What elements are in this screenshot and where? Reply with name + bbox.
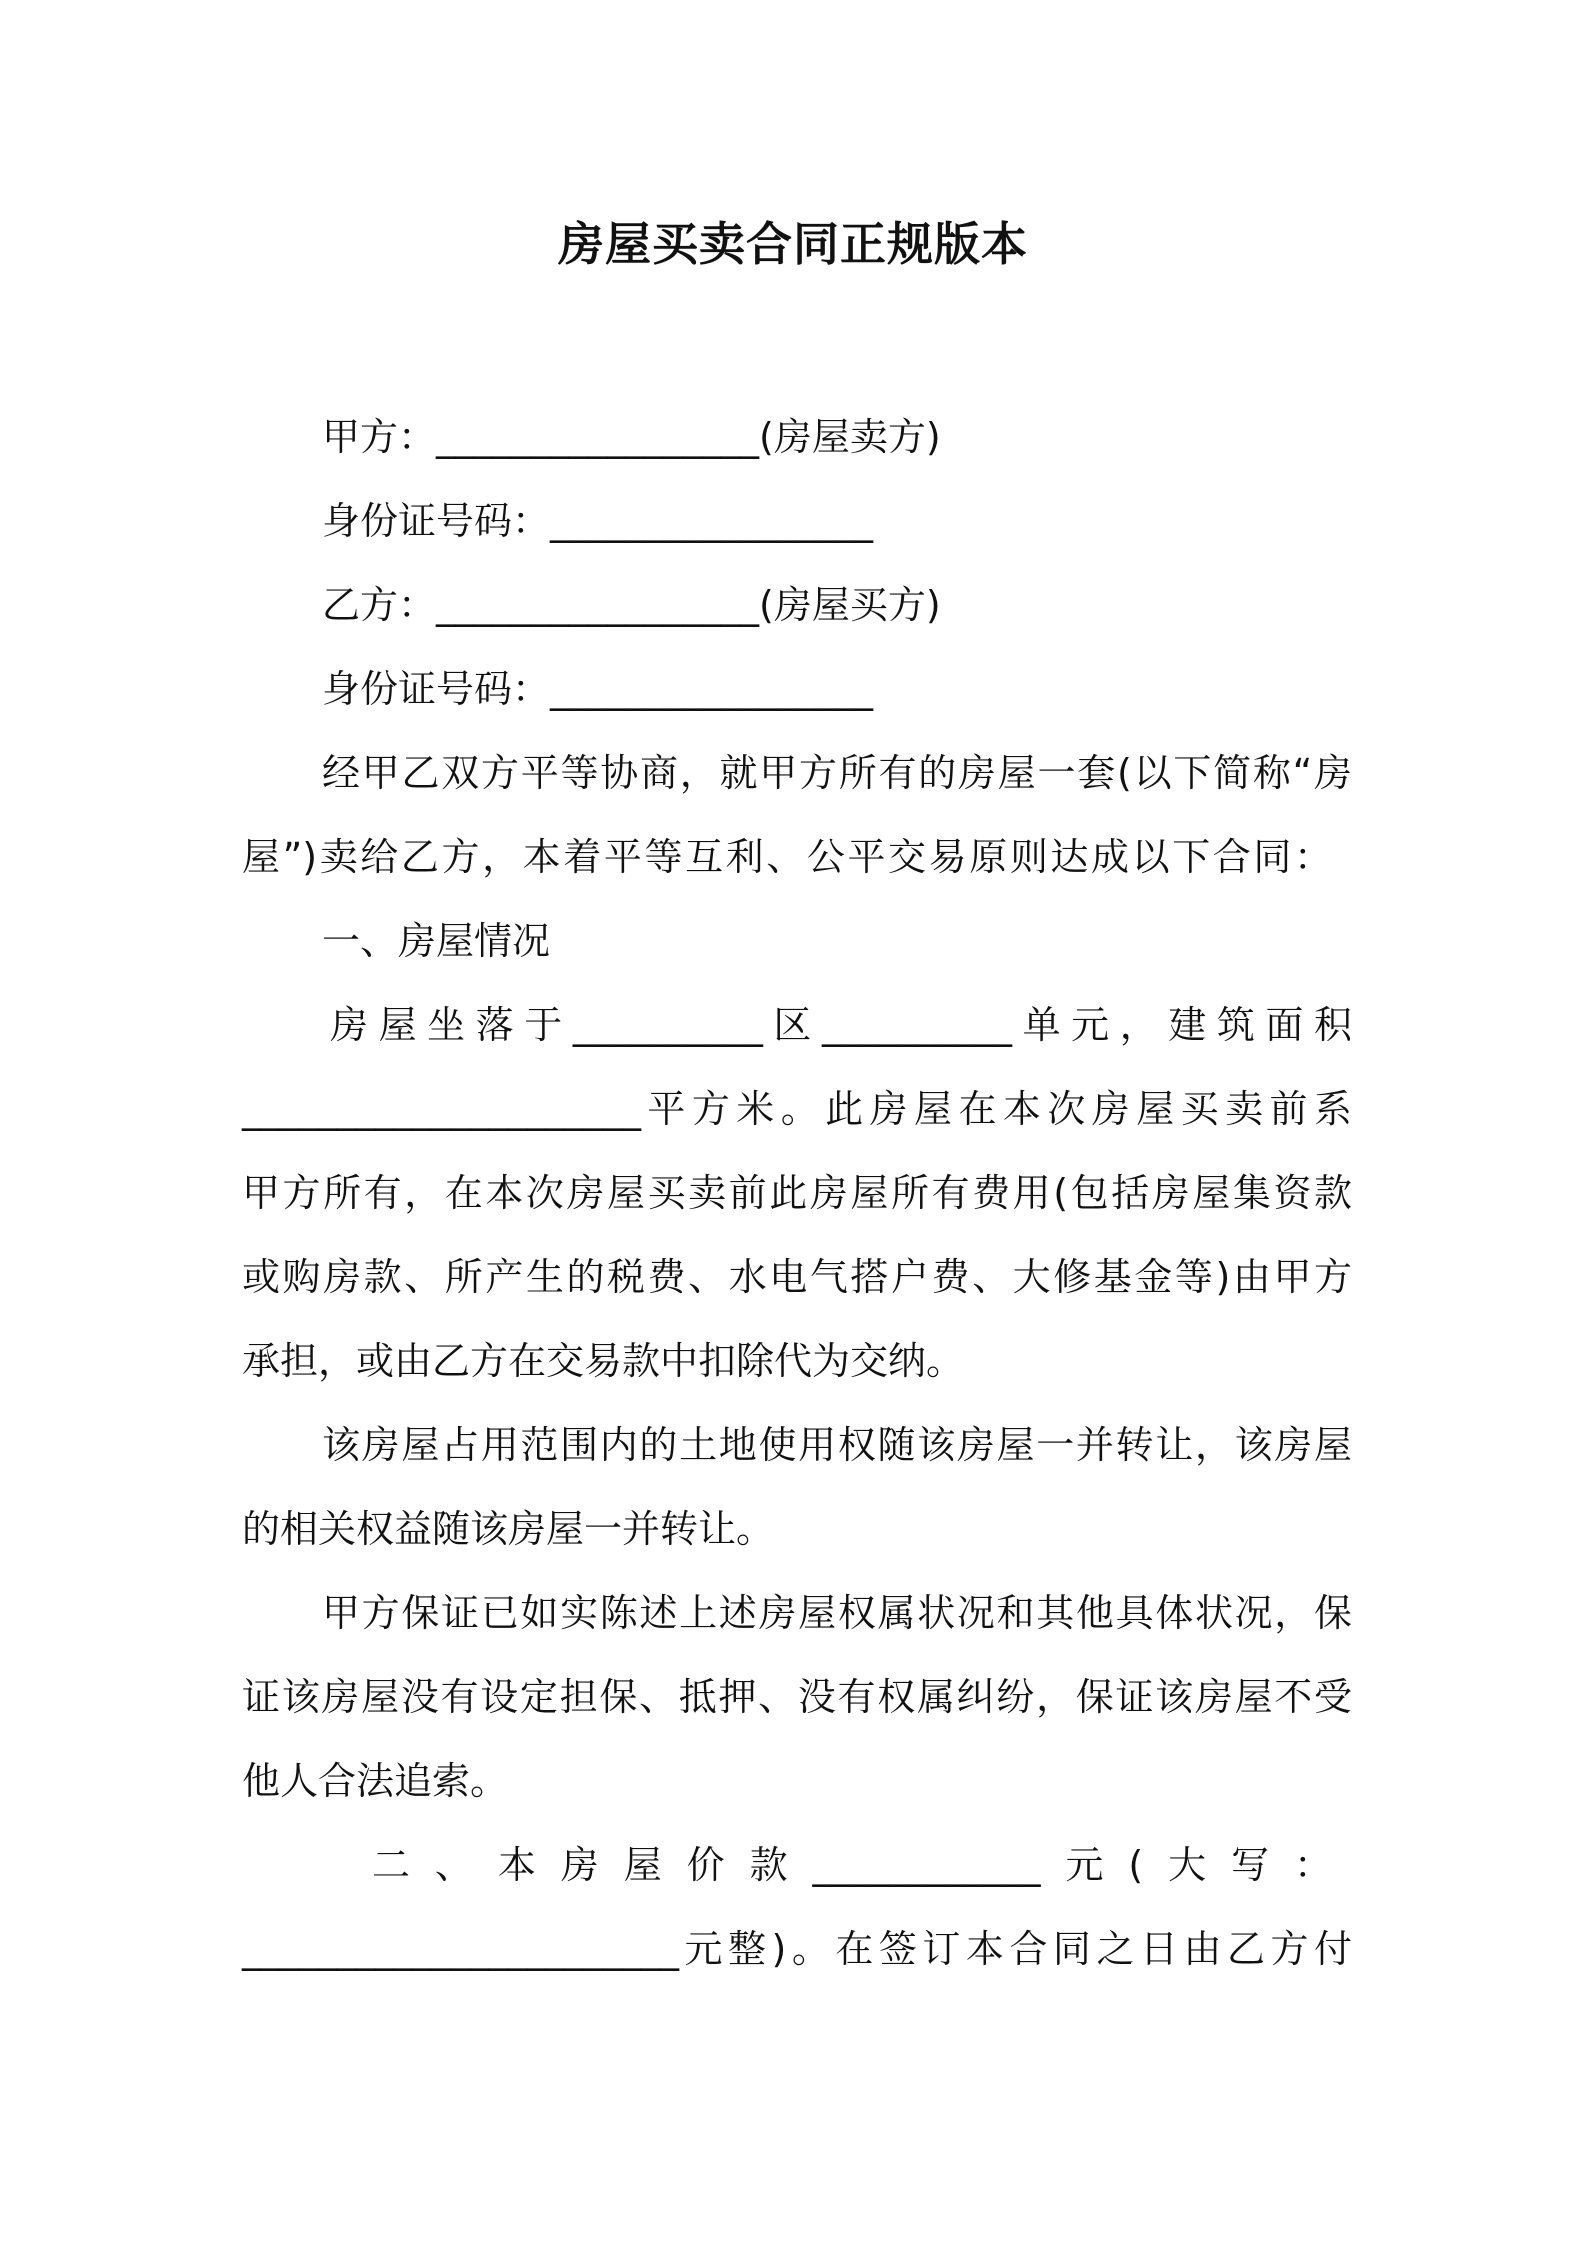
party-a-line: 甲方：_________________(房屋卖方) bbox=[322, 415, 941, 459]
intro-paragraph-line-2: 屋”)卖给乙方，本着平等互利、公平交易原则达成以下合同： bbox=[242, 835, 1332, 879]
section-1-para-2-line-2: 的相关权益随该房屋一并转让。 bbox=[242, 1507, 775, 1551]
section-1-para-3-line-1: 甲方保证已如实陈述上述房屋权属状况和其他具体状况，保 bbox=[322, 1591, 1352, 1635]
section-1-heading: 一、房屋情况 bbox=[322, 919, 551, 963]
document-title: 房屋买卖合同正规版本 bbox=[558, 217, 1028, 271]
section-1-para-1-line-3: 甲方所有，在本次房屋买卖前此房屋所有费用(包括房屋集资款 bbox=[242, 1171, 1352, 1215]
section-1-para-1-line-2: _____________________平方米。此房屋在本次房屋买卖前系 bbox=[242, 1087, 1352, 1131]
section-1-para-1-line-4: 或购房款、所产生的税费、水电气搭户费、大修基金等)由甲方 bbox=[242, 1255, 1352, 1299]
section-1-para-3-line-2: 证该房屋没有设定担保、抵押、没有权属纠纷，保证该房屋不受 bbox=[242, 1675, 1352, 1719]
party-b-id-line: 身份证号码：_________________ bbox=[322, 667, 874, 711]
section-1-para-2-line-1: 该房屋占用范围内的土地使用权随该房屋一并转让，该房屋 bbox=[322, 1423, 1352, 1467]
party-a-id-line: 身份证号码：_________________ bbox=[322, 499, 874, 543]
section-2-line-2: _______________________元整)。在签订本合同之日由乙方付 bbox=[242, 1927, 1352, 1971]
section-1-para-3-line-3: 他人合法追索。 bbox=[242, 1759, 509, 1803]
section-2-line-1: 二、本房屋价款____________元(大写： bbox=[372, 1843, 1332, 1887]
section-1-para-1-line-1: 房屋坐落于__________区__________单元，建筑面积 bbox=[330, 1003, 1352, 1047]
party-b-line: 乙方：_________________(房屋买方) bbox=[322, 583, 941, 627]
section-1-para-1-line-5: 承担，或由乙方在交易款中扣除代为交纳。 bbox=[242, 1339, 965, 1383]
intro-paragraph-line-1: 经甲乙双方平等协商，就甲方所有的房屋一套(以下简称“房 bbox=[322, 751, 1352, 795]
